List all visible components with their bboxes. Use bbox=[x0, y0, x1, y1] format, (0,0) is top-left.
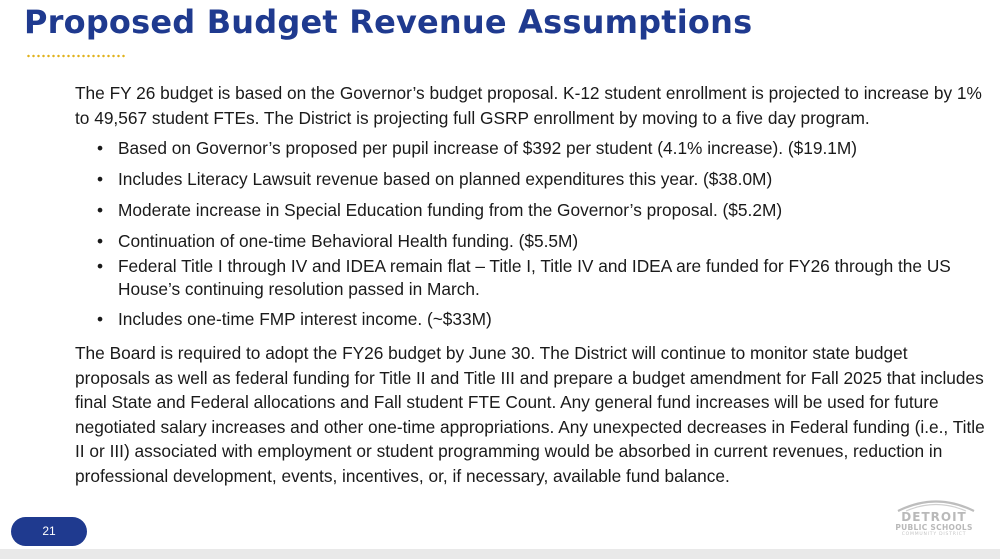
list-item-text: Continuation of one-time Behavioral Health funding. ($5.5M) bbox=[118, 231, 579, 251]
assumption-list bbox=[75, 136, 985, 331]
list-item-text: Moderate increase in Special Education funding from the Governor’s proposal. ($5.2M) bbox=[118, 200, 783, 220]
page-number-badge: 21 bbox=[11, 517, 87, 546]
list-item bbox=[75, 136, 985, 161]
list-item bbox=[75, 198, 985, 223]
bullet-icon: • bbox=[97, 169, 104, 189]
slide-content bbox=[75, 81, 985, 488]
logo-text-line2: PUBLIC SCHOOLS bbox=[895, 523, 973, 532]
bullet-icon: • bbox=[97, 255, 104, 276]
bullet-icon: • bbox=[97, 231, 104, 251]
list-item bbox=[75, 307, 985, 332]
list-item bbox=[75, 167, 985, 192]
list-item-text: Includes Literacy Lawsuit revenue based on planned expenditures this year. ($38.0M) bbox=[118, 169, 773, 189]
list-item-text: Federal Title I through IV and IDEA remain flat – Title I, Title IV and IDEA are funded for FY26 through the US House’s continuing resolution passed in March. bbox=[118, 255, 951, 299]
bullet-icon: • bbox=[97, 138, 104, 158]
bullet-icon: • bbox=[97, 200, 104, 220]
bottom-bar bbox=[0, 549, 1000, 559]
title-dotted-underline bbox=[26, 52, 126, 60]
list-item-text: Based on Governor’s proposed per pupil increase of $392 per student (4.1% increase). ($19.1M) bbox=[118, 138, 858, 158]
list-item bbox=[75, 229, 985, 254]
closing-paragraph: The Board is required to adopt the FY26 budget by June 30. The District will continue to monitor state budget proposals as well as federal funding for Title II and Title III and prepare a budget amendment for Fall 2025 that includes final State and Federal allocations and Fall student FTE Count. Any general fund increases will be used for future negotiated salary increases and other one-time appropriations. Any unexpected decreases in Federal funding (i.e., Title II or III) associated with employment or student programming would be absorbed in current revenues, reduction in professional development, events, incentives, or, if necessary, available fund balance. bbox=[75, 343, 985, 486]
slide-title: Proposed Budget Revenue Assumptions bbox=[24, 3, 753, 41]
district-logo bbox=[882, 496, 986, 542]
intro-paragraph: The FY 26 budget is based on the Governor’s budget proposal. K-12 student enrollment is projected to increase by 1% to 49,567 student FTEs. The District is projecting full GSRP enrollment by moving to a five day program. bbox=[75, 83, 982, 128]
logo-text-line3: COMMUNITY DISTRICT bbox=[901, 532, 967, 537]
list-item bbox=[75, 255, 985, 301]
logo-text-line1: DETROIT bbox=[901, 510, 967, 524]
bullet-icon: • bbox=[97, 308, 104, 329]
list-item-text: Includes one-time FMP interest income. (~$33M) bbox=[118, 308, 492, 329]
